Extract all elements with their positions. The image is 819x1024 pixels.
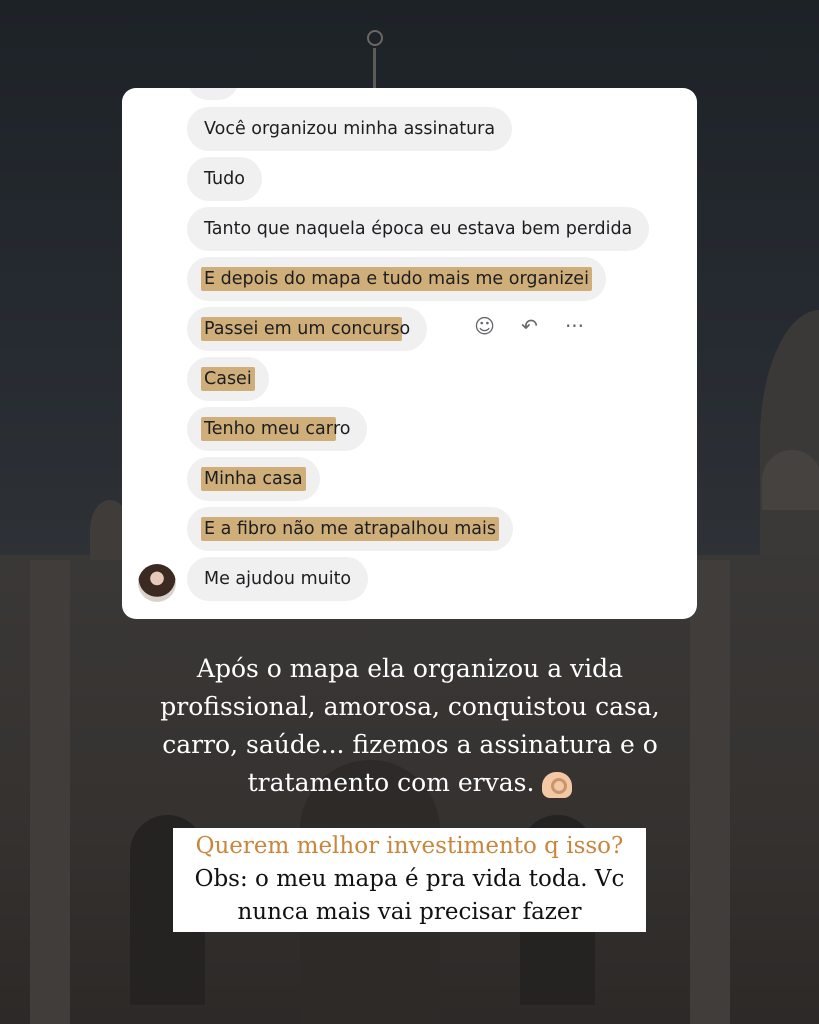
sender-avatar [138, 564, 176, 602]
smile-icon[interactable]: ☺ [474, 314, 495, 338]
chat-screenshot [122, 88, 697, 619]
more-icon[interactable]: ··· [564, 314, 585, 338]
highlighted-text: E a fibro não me atrapalhou mais [201, 517, 499, 541]
message-text: o [399, 319, 411, 339]
highlighted-text: Minha casa [201, 467, 306, 491]
highlighted-text: Casei [201, 367, 255, 391]
message-bubble [187, 107, 512, 151]
message-text: Me ajudou muito [204, 569, 352, 589]
message-bubble [187, 507, 513, 551]
message-bubble [187, 157, 262, 201]
message-text: Você organizou minha assinatura [204, 119, 496, 139]
dome-finial [370, 30, 380, 88]
reply-icon[interactable]: ↶ [521, 314, 538, 338]
callout-box [173, 828, 646, 932]
message-bubble [187, 257, 606, 301]
highlighted-text: Passei em um concurs [201, 317, 402, 341]
message-actions [462, 314, 597, 338]
message-bubble [187, 357, 269, 401]
caption-line: profissional, amorosa, conquistou casa, [160, 692, 660, 721]
caption-line: carro, saúde... fizemos a assinatura e o [162, 730, 658, 759]
message-bubble [187, 207, 649, 251]
message-text: Tudo [204, 169, 245, 189]
message-text: Tanto que naquela época eu estava bem perdida [204, 219, 633, 239]
message-bubble [187, 307, 427, 351]
dome [762, 450, 819, 510]
message-bubble [187, 557, 368, 601]
highlighted-text: E depois do mapa e tudo mais me organizei [201, 267, 592, 291]
pinching-hand-emoji [542, 772, 572, 798]
message-bubble [187, 407, 367, 451]
callout-question: Querem melhor investimento q isso? [195, 833, 624, 859]
callout-obs-line: nunca mais vai precisar fazer [237, 899, 582, 925]
message-text: ro [332, 419, 351, 439]
caption-line: Após o mapa ela organizou a vida [196, 654, 624, 683]
story-caption [60, 650, 760, 802]
caption-line-last [60, 764, 760, 802]
previous-message-bubble [187, 88, 239, 100]
caption-line: tratamento com ervas. [247, 768, 535, 797]
highlighted-text: Tenho meu car [201, 417, 336, 441]
callout-obs-line: Obs: o meu mapa é pra vida toda. Vc [194, 866, 625, 892]
message-bubble [187, 457, 320, 501]
